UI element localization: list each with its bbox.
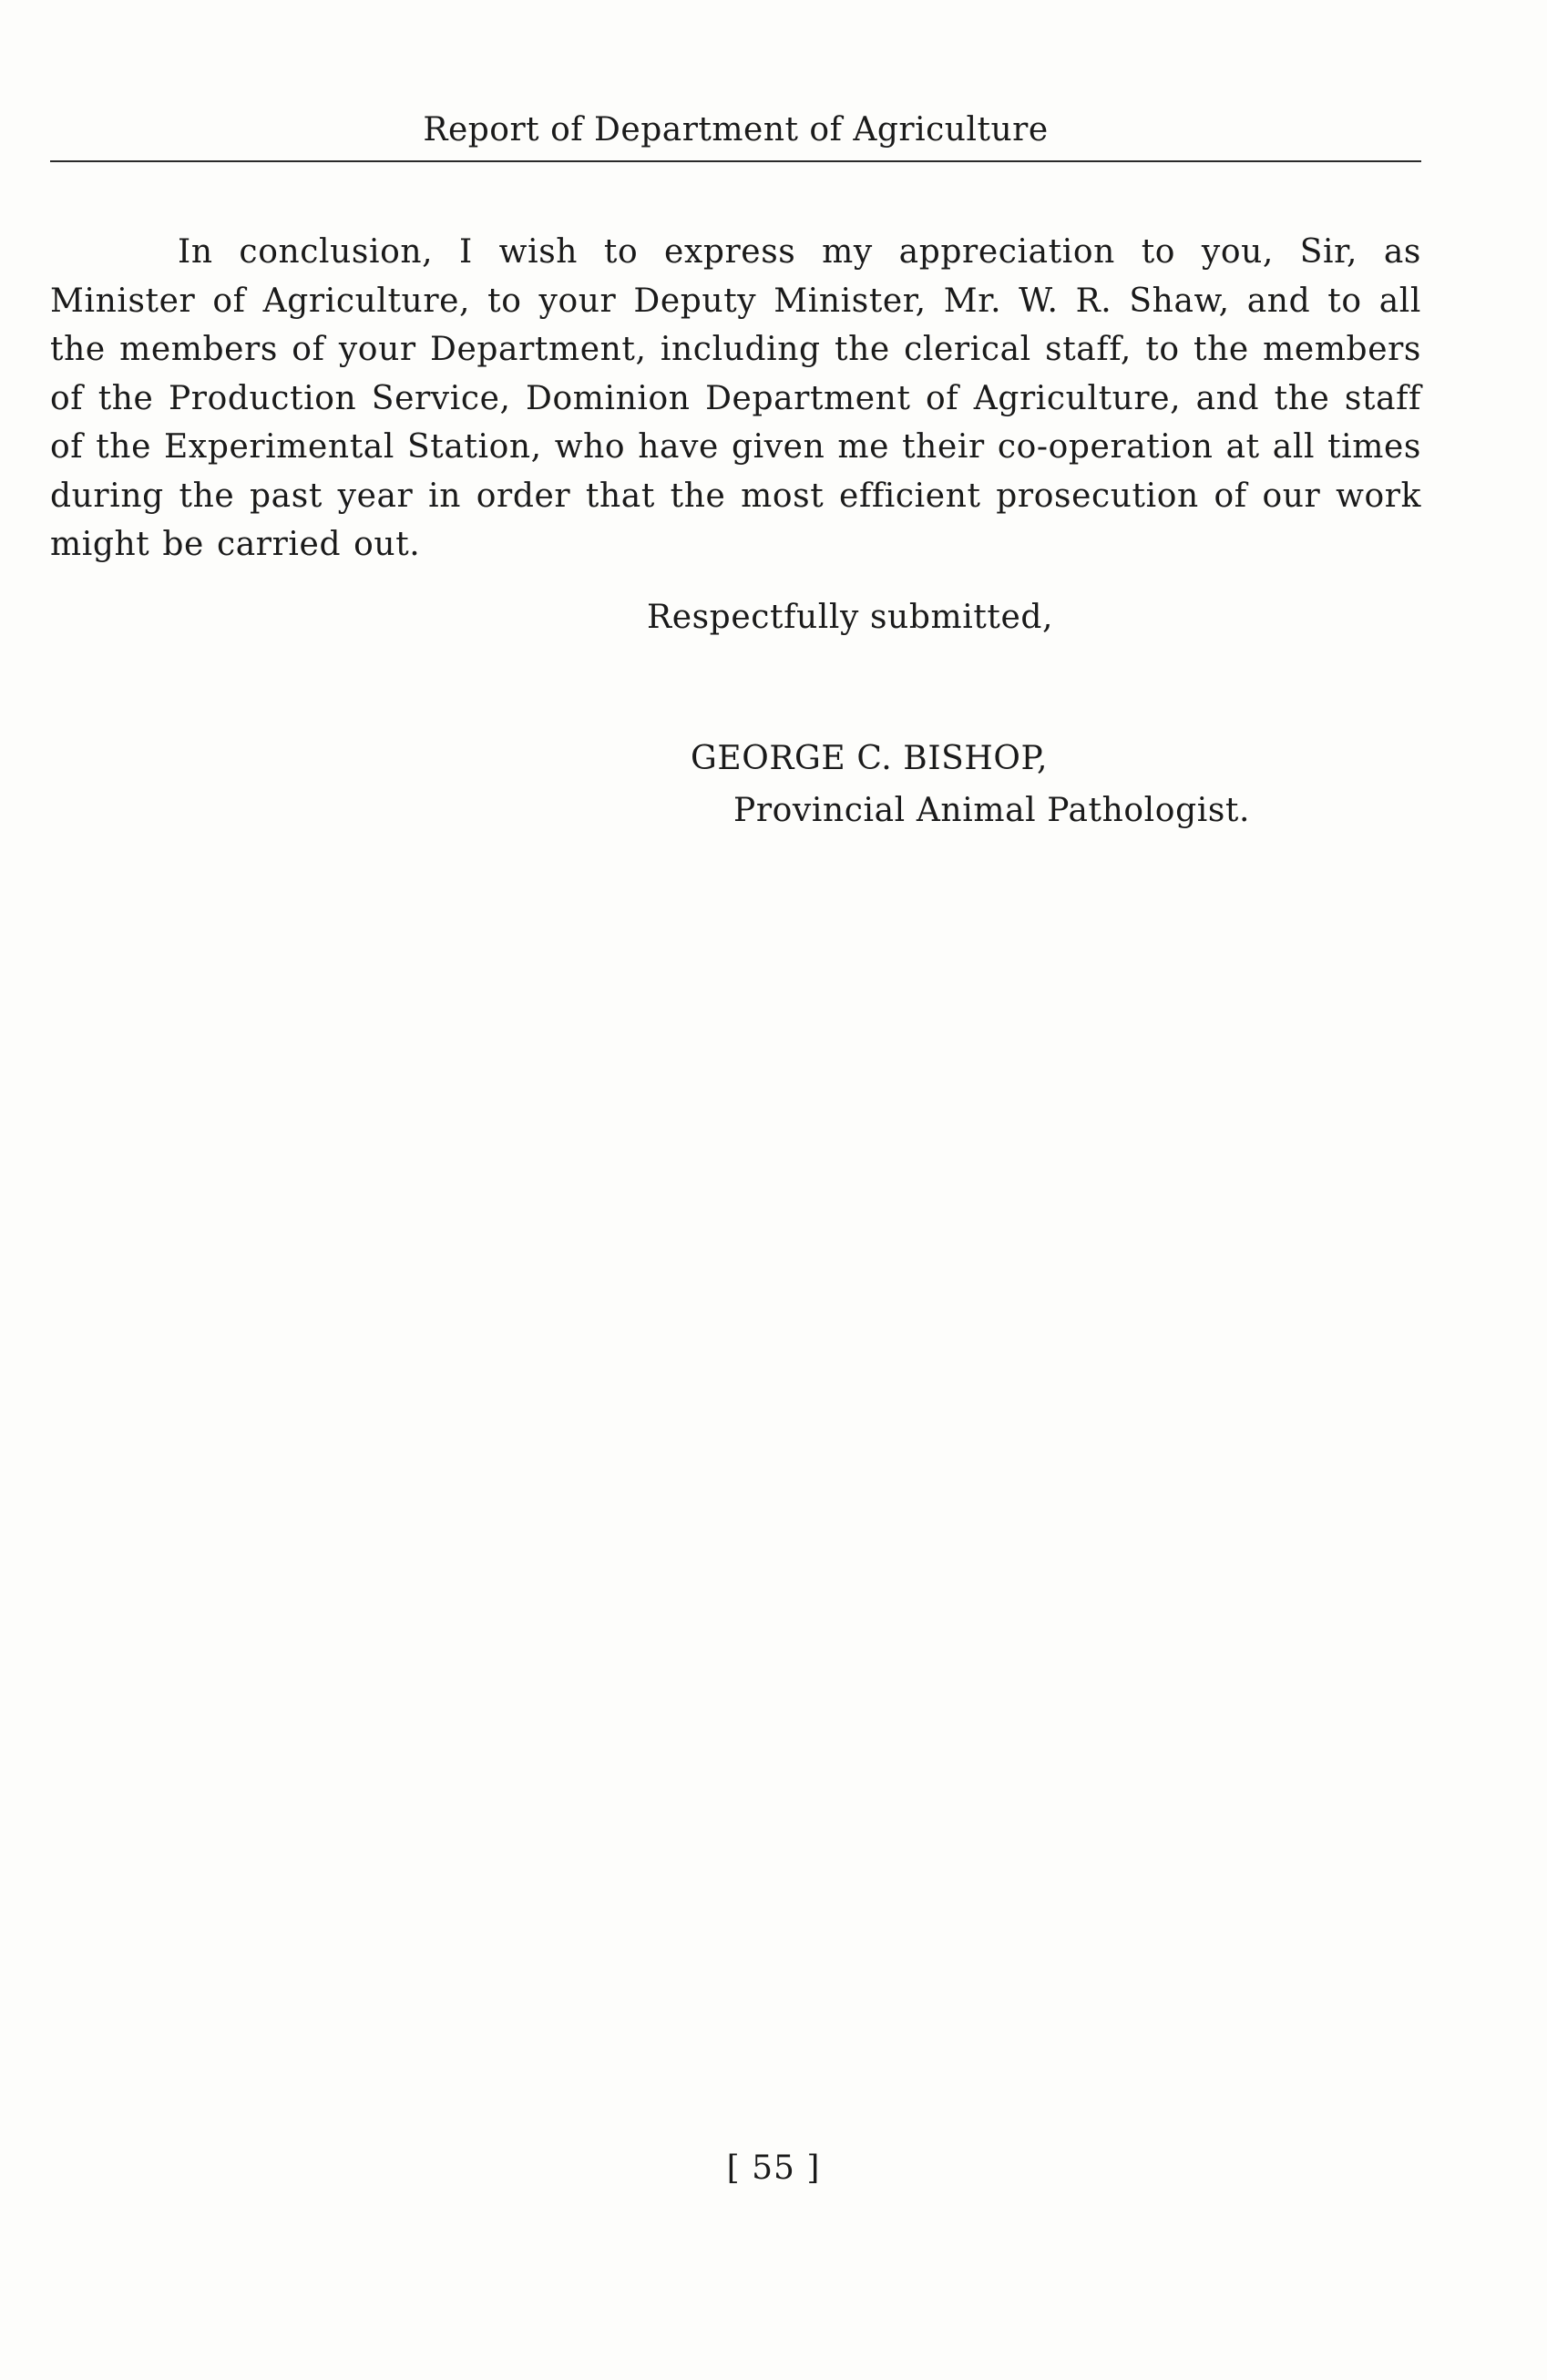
- header-rule: [50, 160, 1421, 162]
- signature-name: GEORGE C. BISHOP,: [691, 740, 1049, 777]
- body-paragraph: In conclusion, I wish to express my appreciation to you, Sir, as Minister of Agriculture, to your Deputy Minister, Mr. W. R. Shaw, and to all the members of your Department, including the clerical staff, to the members of the Production Service, Dominion Department of Agriculture, and the staff of the Experimental Station, who have given me their co-operation at all times during the past year in order that the most efficient prosecution of our work might be carried out.: [50, 233, 1421, 563]
- page-number: [ 55 ]: [726, 2149, 821, 2187]
- signature-title: Provincial Animal Pathologist.: [733, 792, 1251, 829]
- running-header: Report of Department of Agriculture: [423, 111, 1049, 149]
- closing-salutation: Respectfully submitted,: [647, 599, 1054, 636]
